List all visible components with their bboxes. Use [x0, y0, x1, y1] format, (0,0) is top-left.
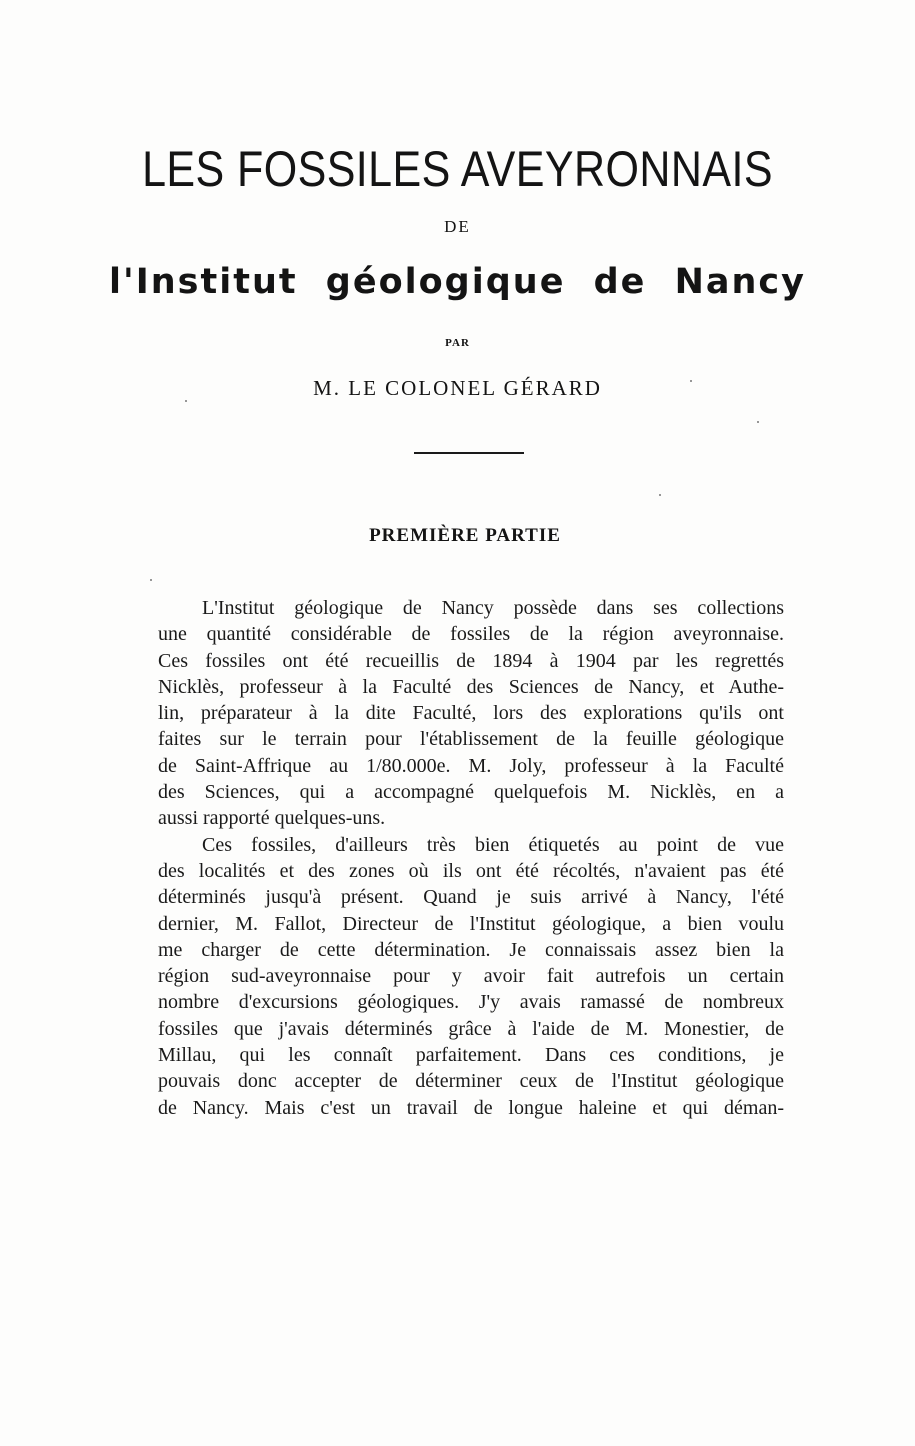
title-connector: DE	[444, 217, 471, 236]
text-line: des Sciences, qui a accompagné quelquefois M. Nicklès, en a	[158, 781, 784, 804]
text-line: aussi rapporté quelques-uns.	[158, 807, 386, 830]
text-line: faites sur le terrain pour l'établissement de la feuille géologique	[158, 728, 784, 751]
text-line: L'Institut géologique de Nancy possède dans ses collections	[202, 597, 784, 619]
text-line: Millau, qui les connaît parfaitement. Dans ces conditions, je	[158, 1044, 784, 1067]
text-line: fossiles que j'avais déterminés grâce à l'aide de M. Monestier, de	[158, 1017, 784, 1040]
text-line: Ces fossiles ont été recueillis de 1894 à 1904 par les regrettés	[158, 649, 784, 672]
text-line: dernier, M. Fallot, Directeur de l'Institut géologique, a bien voulu	[158, 912, 784, 935]
text-line: nombre d'excursions géologiques. J'y avais ramassé de nombreux	[158, 991, 784, 1014]
text-line: Nicklès, professeur à la Faculté des Sciences de Nancy, et Authe-	[158, 675, 784, 698]
scan-speck	[150, 579, 152, 581]
part-heading: PREMIÈRE PARTIE	[369, 525, 561, 546]
scan-speck	[757, 421, 759, 423]
author-prefix: PAR	[445, 337, 470, 349]
document-subtitle: l'Institut géologique de Nancy	[109, 262, 806, 302]
divider-rule	[414, 452, 524, 454]
text-line: de Nancy. Mais c'est un travail de longue haleine et qui déman-	[158, 1096, 784, 1119]
document-title: LES FOSSILES AVEYRONNAIS	[142, 141, 773, 197]
author-name: M. LE COLONEL GÉRARD	[313, 376, 602, 400]
text-line: région sud-aveyronnaise pour y avoir fait autrefois un certain	[158, 965, 784, 988]
text-line: pouvais donc accepter de déterminer ceux de l'Institut géologique	[158, 1070, 784, 1093]
body-text	[158, 595, 784, 1121]
scan-speck	[690, 380, 692, 382]
scan-speck	[659, 494, 661, 496]
text-line: des localités et des zones où ils ont été récoltés, n'avaient pas été	[158, 859, 784, 882]
text-line: lin, préparateur à la dite Faculté, lors des explorations qu'ils ont	[158, 702, 784, 725]
text-line: de Saint-Affrique au 1/80.000e. M. Joly, professeur à la Faculté	[158, 754, 784, 777]
text-line: une quantité considérable de fossiles de la région aveyronnaise.	[158, 623, 784, 646]
text-line: me charger de cette détermination. Je connaissais assez bien la	[158, 938, 784, 961]
scan-speck	[185, 400, 187, 402]
text-line: déterminés jusqu'à présent. Quand je suis arrivé à Nancy, l'été	[158, 886, 784, 909]
text-line: Ces fossiles, d'ailleurs très bien étiquetés au point de vue	[202, 833, 784, 856]
